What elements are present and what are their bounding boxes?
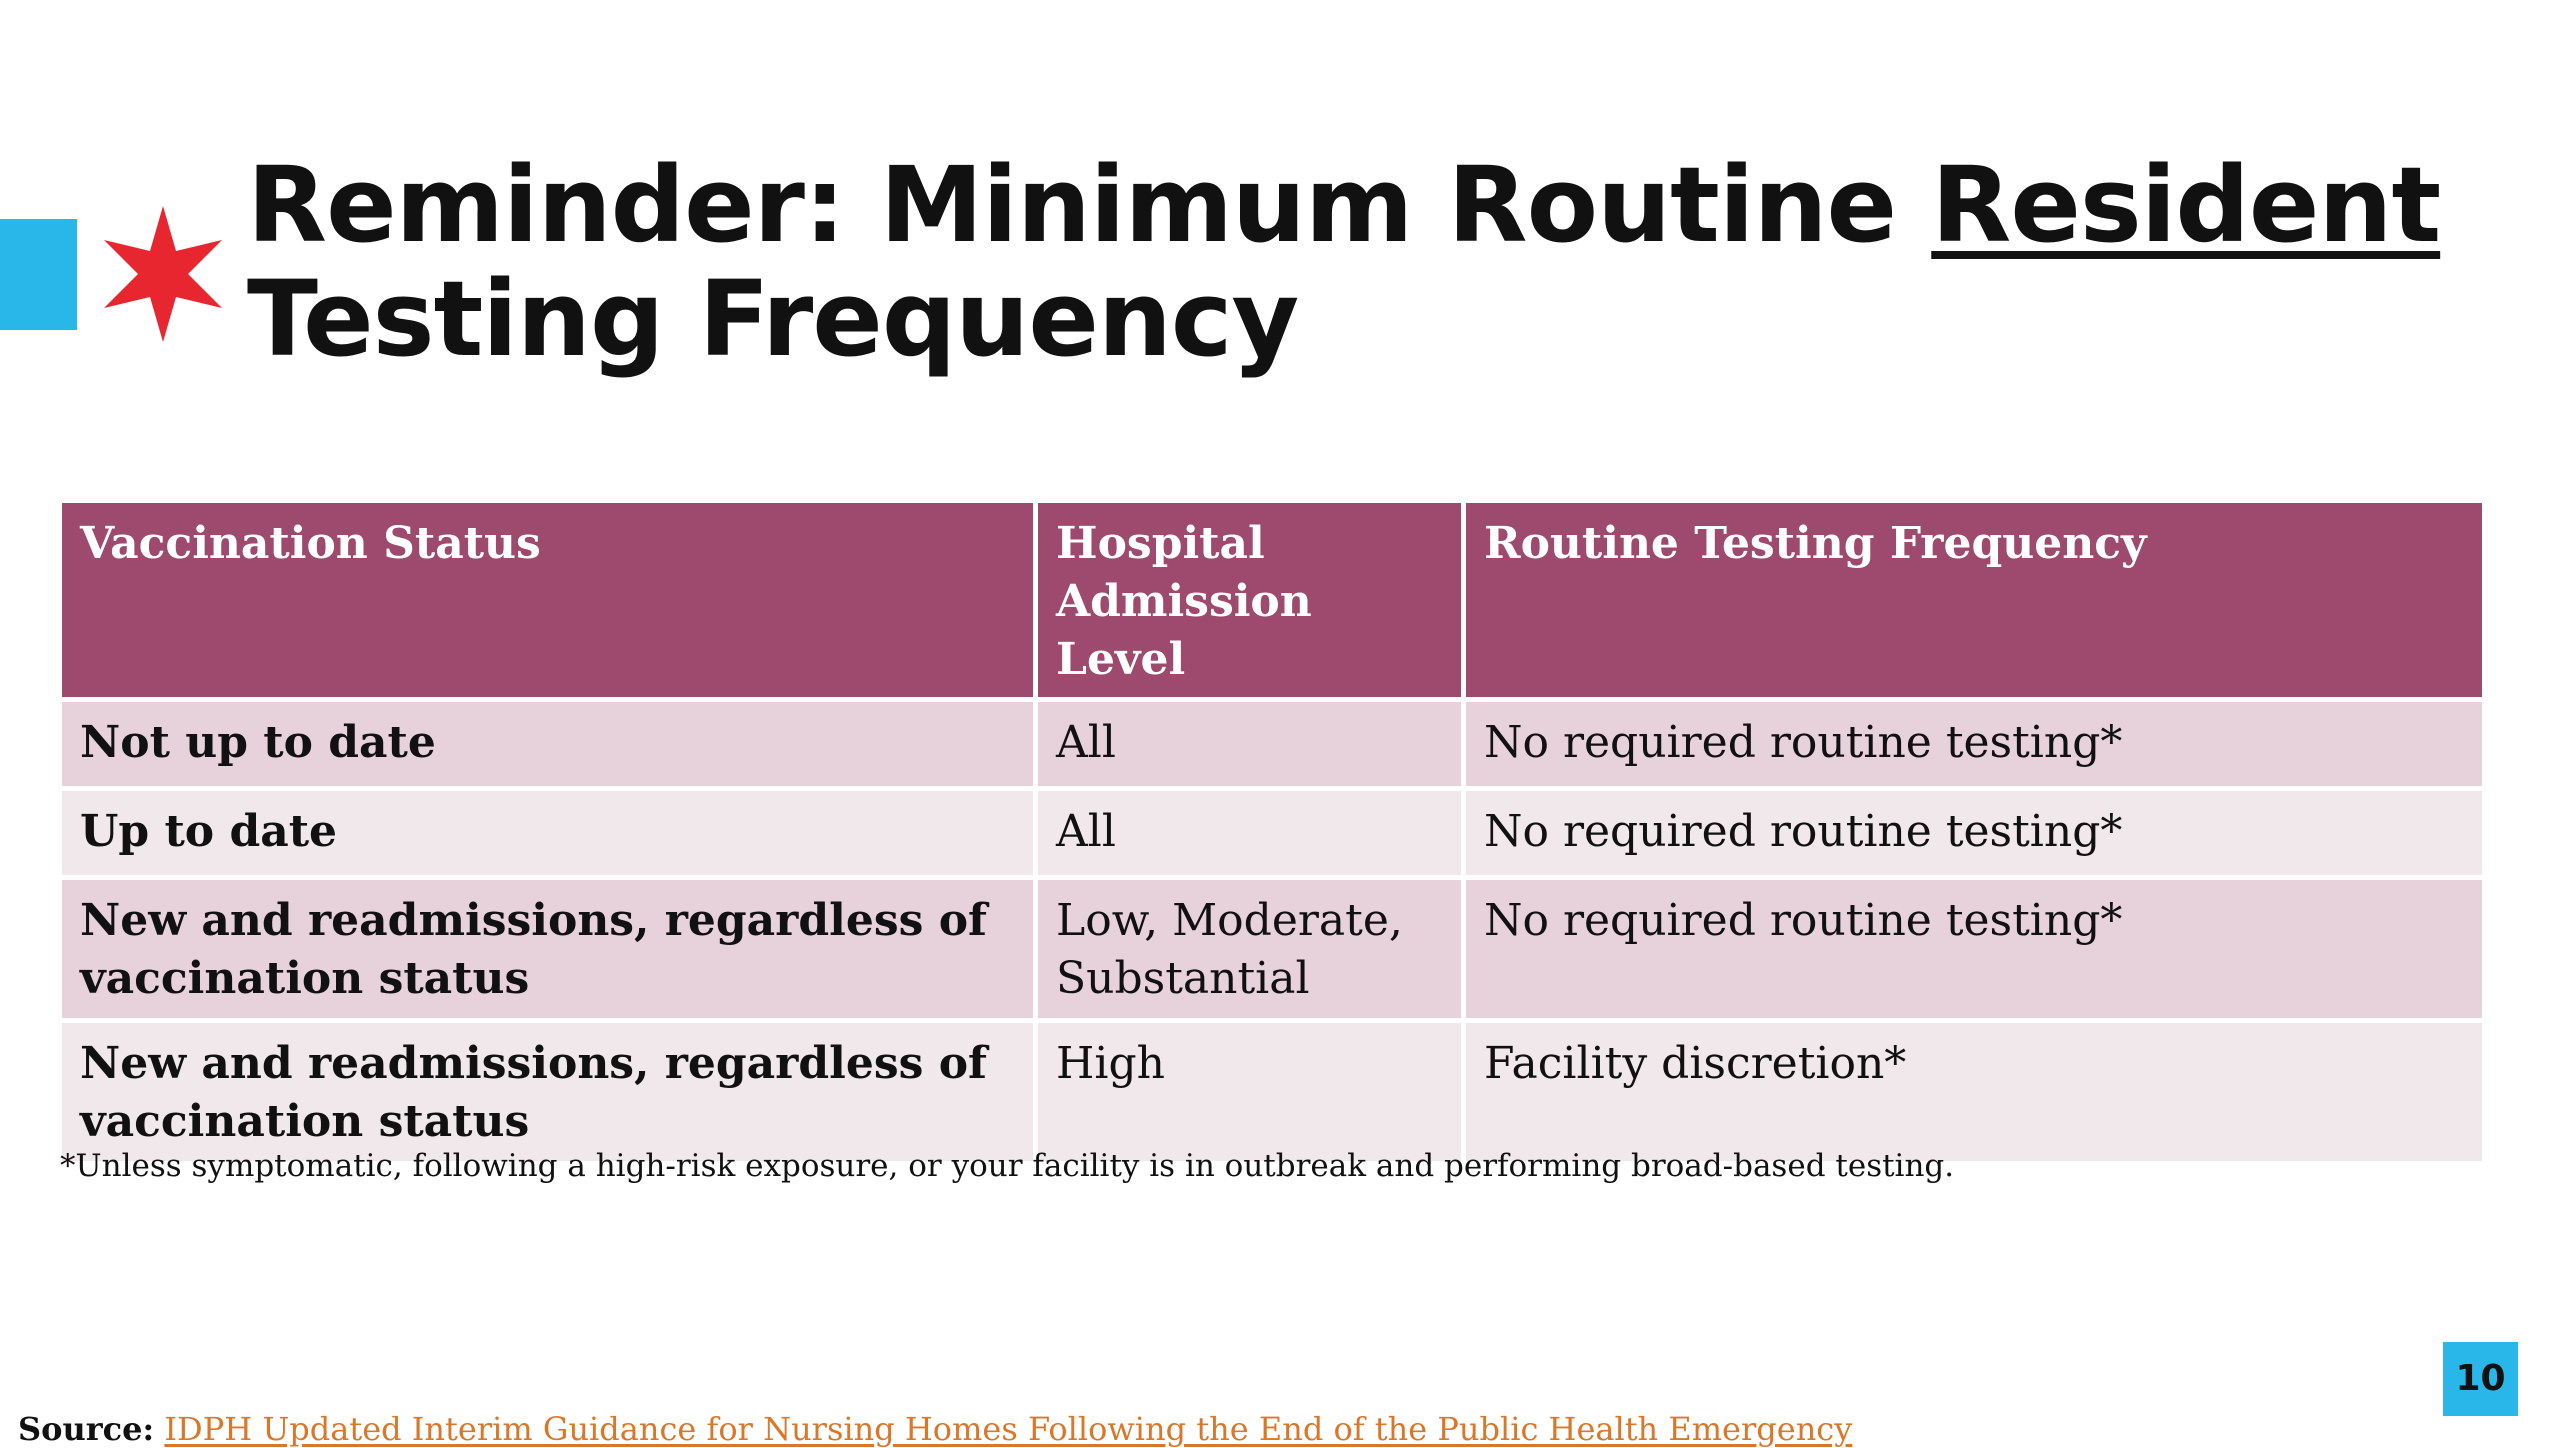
- header-routine-testing-frequency: Routine Testing Frequency: [1464, 501, 2485, 700]
- table-row: [60, 700, 2485, 789]
- slide-title: [247, 144, 2497, 380]
- source-citation: [18, 1410, 1852, 1448]
- vaccination-status-cell: Not up to date: [60, 700, 1036, 789]
- header-vaccination-status: Vaccination Status: [60, 501, 1036, 700]
- table-header-row: [60, 501, 2485, 700]
- admission-level-cell: High: [1036, 1021, 1464, 1164]
- footnote: *Unless symptomatic, following a high-risk exposure, or your facility is in outbreak and performing broad-based testing.: [60, 1148, 1955, 1184]
- title-part-2: Testing Frequency: [247, 258, 1299, 380]
- title-part-1: Reminder: Minimum Routine: [247, 144, 1932, 266]
- vaccination-status-cell: Up to date: [60, 789, 1036, 878]
- vaccination-status-cell: New and readmissions, regardless of vaccination status: [60, 1021, 1036, 1164]
- admission-level-cell: All: [1036, 789, 1464, 878]
- admission-level-cell: Low, Moderate, Substantial: [1036, 878, 1464, 1021]
- testing-frequency-cell: No required routine testing*: [1464, 789, 2485, 878]
- admission-level-cell: All: [1036, 700, 1464, 789]
- testing-frequency-table: [57, 498, 2482, 1166]
- table-row: [60, 789, 2485, 878]
- testing-frequency-cell: No required routine testing*: [1464, 700, 2485, 789]
- vaccination-status-cell: New and readmissions, regardless of vaccination status: [60, 878, 1036, 1021]
- star-icon: [100, 202, 226, 346]
- source-label: Source:: [18, 1410, 155, 1448]
- testing-frequency-cell: No required routine testing*: [1464, 878, 2485, 1021]
- table-row: [60, 1021, 2485, 1164]
- page-number-badge: 10: [2443, 1342, 2518, 1416]
- testing-frequency-cell: Facility discretion*: [1464, 1021, 2485, 1164]
- table-row: [60, 878, 2485, 1021]
- source-link[interactable]: IDPH Updated Interim Guidance for Nursing Homes Following the End of the Public Health Emergency: [164, 1410, 1853, 1448]
- header-hospital-admission-level: Hospital Admission Level: [1036, 501, 1464, 700]
- accent-bar: [0, 219, 77, 330]
- title-underlined-word: Resident: [1931, 144, 2441, 266]
